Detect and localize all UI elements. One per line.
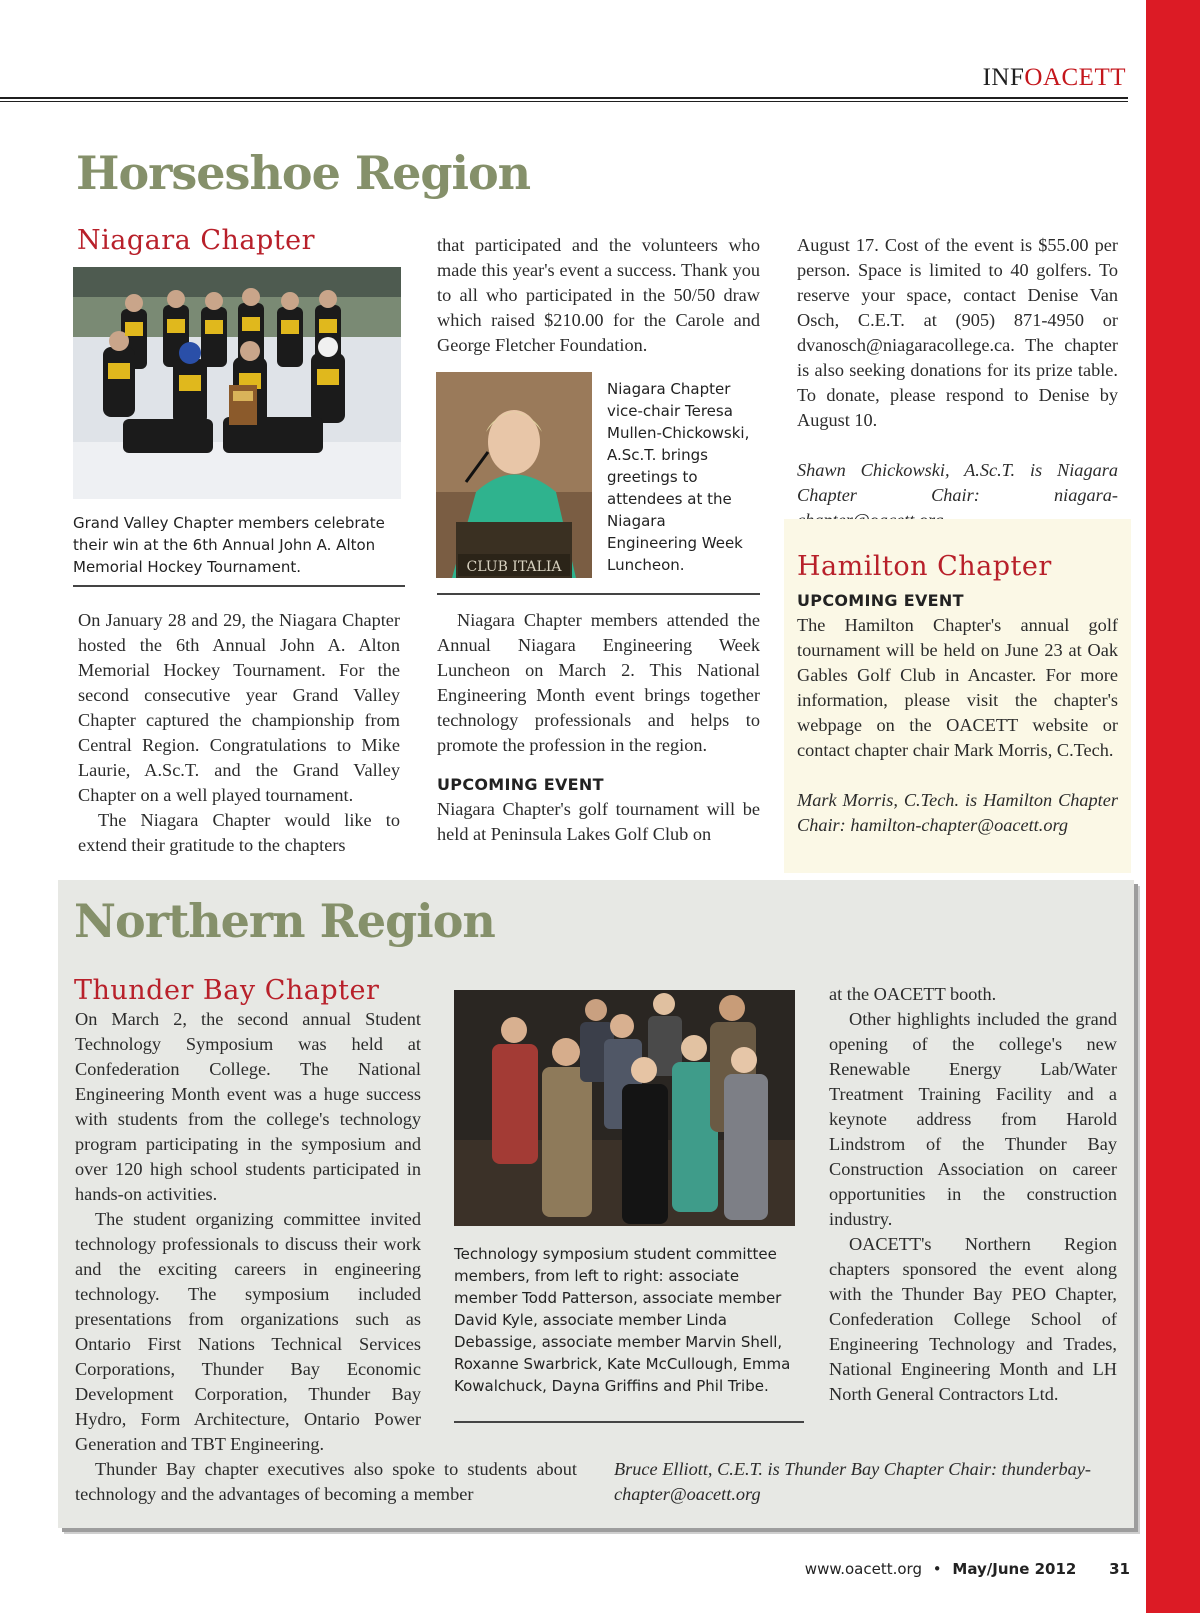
luncheon-speaker-photo <box>436 372 592 578</box>
niagara-col2-top-text: that participated and the volunteers who made this year's event a success. Thank you to all who participated in the 50/50 draw which raised $210.00 for the Carole and George Fletcher Foundation. <box>437 235 760 355</box>
niagara-chapter-title: Niagara Chapter <box>77 225 315 256</box>
page-footer <box>790 1560 1130 1578</box>
horseshoe-region-title: Horseshoe Region <box>76 146 531 200</box>
hockey-photo-caption: Grand Valley Chapter members celebrate their win at the 6th Annual John A. Alton Memorial Hockey Tournament. <box>73 514 385 576</box>
niagara-hockey-paragraph: On January 28 and 29, the Niagara Chapter hosted the 6th Annual John A. Alton Memorial Hockey Tournament. For the second consecutive year Grand Valley Chapter captured the championship from Central Region. Congratulations to Mike Laurie, A.Sc.T. and the Grand Valley Chapter on a well played tournament. <box>78 610 400 805</box>
thunder-bay-chapter-title: Thunder Bay Chapter <box>74 975 380 1006</box>
thunder-bay-committee-paragraph: The student organizing committee invited technology professionals to discuss their work and the exciting careers in engineering technology. The symposium included presentations from organizations such as Ontario First Nations Technical Services Corporations, Thunder Bay Economic Development Corporation, Thunder Bay Hydro, Form Architecture, Ontario Power Generation and TBT Engineering. <box>75 1209 421 1454</box>
thunder-bay-signoff: Bruce Elliott, C.E.T. is Thunder Bay Chapter Chair: thunderbay-chapter@oacett.org <box>614 1459 1091 1504</box>
niagara-gratitude-paragraph: The Niagara Chapter would like to extend their gratitude to the chapters <box>78 810 400 855</box>
niagara-golf-details: August 17. Cost of the event is $55.00 per person. Space is limited to 40 golfers. To reserve your space, contact Denise Van Osch, C.E.T. at (905) 871-4950 or dvanosch@niagaracollege.ca. The chapter is also seeking donations for its prize table. To donate, please respond to Denise by August 10. <box>797 235 1118 430</box>
thunder-bay-executives-text: Thunder Bay chapter executives also spoke to students about technology and the advantages of becoming a member <box>75 1459 577 1504</box>
niagara-upcoming-heading: UPCOMING EVENT <box>437 775 604 794</box>
niagara-col3-text <box>797 233 1118 533</box>
hamilton-upcoming-heading: UPCOMING EVENT <box>797 591 964 610</box>
caption-rule-2 <box>437 593 760 595</box>
hamilton-text <box>797 588 1118 838</box>
thunder-bay-sponsors-paragraph: OACETT's Northern Region chapters sponsored the event along with the Thunder Bay PEO Chapter, Confederation College School of Engineering Technology and Trades, National Engineering Month and LH North General Contractors Ltd. <box>829 1234 1117 1404</box>
hamilton-chapter-title: Hamilton Chapter <box>797 551 1052 582</box>
symposium-group-photo <box>454 990 795 1226</box>
podium-sign-text: CLUB ITALIA <box>466 559 562 575</box>
hockey-team-photo <box>73 267 401 499</box>
hamilton-signoff: Mark Morris, C.Tech. is Hamilton Chapter Chair: hamilton-chapter@oacett.org <box>797 790 1118 835</box>
masthead-logo: INFOACETT <box>982 64 1126 91</box>
thunder-bay-highlights-paragraph: Other highlights included the grand opening of the college's new Renewable Energy Lab/Water Treatment Training Facility and a keynote address from Harold Lindstrom of the Thunder Bay Construction Association on career opportunities in the construction industry. <box>829 1009 1117 1229</box>
thunder-bay-col3-text <box>829 982 1117 1407</box>
niagara-golf-paragraph: Niagara Chapter's golf tournament will be held at Peninsula Lakes Golf Club on <box>437 799 760 844</box>
footer-separator: • <box>932 1560 942 1578</box>
thunder-bay-col1-text <box>75 1007 421 1457</box>
niagara-luncheon-paragraph: Niagara Chapter members attended the Annual Niagara Engineering Week Luncheon on March 2. This National Engineering Month event brings together technology professionals and helps to promote the profession in the region. <box>437 610 760 755</box>
footer-url[interactable]: www.oacett.org <box>804 1560 922 1578</box>
niagara-col1-text <box>78 608 400 858</box>
footer-issue: May/June 2012 <box>952 1560 1077 1578</box>
hamilton-golf-paragraph: The Hamilton Chapter's annual golf tournament will be held on June 23 at Oak Gables Golf Club in Ancaster. For more information, please visit the chapter's webpage on the OACETT website or contact chapter chair Mark Morris, C.Tech. <box>797 615 1118 760</box>
red-side-bar <box>1146 0 1200 1613</box>
thunder-bay-booth-text: at the OACETT booth. <box>829 984 997 1004</box>
caption-rule <box>73 585 405 587</box>
footer-page-number: 31 <box>1109 1560 1130 1578</box>
header-rule <box>0 97 1128 99</box>
thunder-bay-symposium-paragraph: On March 2, the second annual Student Technology Symposium was held at Confederation College. The National Engineering Month event was a huge success with students from the college's technology program participating in the symposium and over 120 high school students participated in hands-on activities. <box>75 1009 421 1204</box>
northern-region-title: Northern Region <box>74 894 495 948</box>
niagara-col2-text <box>437 608 760 847</box>
header-rule-thin <box>0 101 1128 102</box>
niagara-signoff: Shawn Chickowski, A.Sc.T. is Niagara Chapter Chair: niagara- <box>797 460 1118 505</box>
caption-rule-3 <box>454 1421 804 1423</box>
symposium-photo-caption: Technology symposium student committee members, from left to right: associate member Todd Patterson, associate member David Kyle, associate member Linda Debassige, associate member Marvin Shell, Roxanne Swarbrick, Kate McCullough, Emma Kowalchuck, Dayna Griffins and Phil Tribe. <box>454 1245 791 1395</box>
luncheon-photo-caption: Niagara Chapter vice-chair Teresa Mullen-Chickowski, A.Sc.T. brings greetings to attendees at the Niagara Engineering Week Luncheon. <box>607 380 750 574</box>
